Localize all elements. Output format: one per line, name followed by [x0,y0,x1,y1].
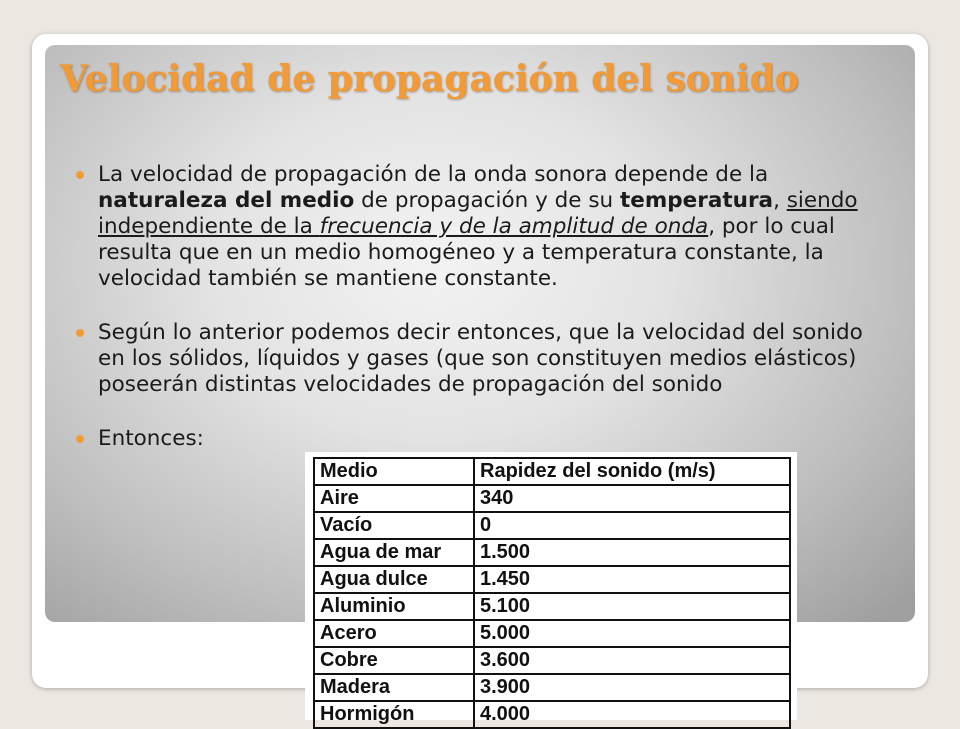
table-cell-medium: Agua de mar [314,539,474,566]
bullet-item: Entonces: [76,426,896,452]
table-cell-speed: 5.100 [474,593,790,620]
speed-table [313,457,791,729]
table-row [314,593,790,620]
bullet-underlined-italic-text: frecuencia y de la amplitud de onda [319,214,709,239]
table-row [314,539,790,566]
table-cell-medium: Agua dulce [314,566,474,593]
bullet-text: de propagación y de su [354,188,621,213]
bullet-bold-text: naturaleza del medio [98,188,355,213]
table-row [314,485,790,512]
table-cell-medium: Aluminio [314,593,474,620]
table-row [314,674,790,701]
table-cell-speed: 1.450 [474,566,790,593]
table-row [314,566,790,593]
table-header-cell: Medio [314,458,474,485]
bullet-item: Según lo anterior podemos decir entonces, que la velocidad del sonido en los sólidos, líquidos y gases (que son constituyen medios elásticos) poseerán distintas velocidades de propagación del sonido [76,320,896,398]
speed-table-image [305,452,797,725]
bullet-bold-text: temperatura [620,188,774,213]
table-header-cell: Rapidez del sonido (m/s) [474,458,790,485]
table-cell-speed: 340 [474,485,790,512]
table-cell-speed: 0 [474,512,790,539]
table-cell-speed: 4.000 [474,701,790,728]
bullet-underlined-part: siendo independiente de la [98,188,858,239]
table-cell-speed: 5.000 [474,620,790,647]
table-row [314,647,790,674]
table-cell-medium: Hormigón [314,701,474,728]
table-cell-medium: Aire [314,485,474,512]
table-cell-speed: 1.500 [474,539,790,566]
bullet-list [76,162,896,452]
table-cell-medium: Vacío [314,512,474,539]
table-cell-medium: Acero [314,620,474,647]
table-row [314,701,790,728]
table-row [314,620,790,647]
table-cell-medium: Madera [314,674,474,701]
table-cell-speed: 3.600 [474,647,790,674]
table-cell-speed: 3.900 [474,674,790,701]
bullet-text: , por lo cual resulta que en un medio homogéneo y a temperatura constante, la velocidad también se mantiene constante. [98,214,835,291]
bullet-item [76,162,896,292]
bullet-text: La velocidad de propagación de la onda sonora depende de la [98,162,769,187]
table-header-row [314,458,790,485]
bullet-text: , [773,188,787,213]
slide-title: Velocidad de propagación del sonido [60,58,799,100]
table-cell-medium: Cobre [314,647,474,674]
table-row [314,512,790,539]
